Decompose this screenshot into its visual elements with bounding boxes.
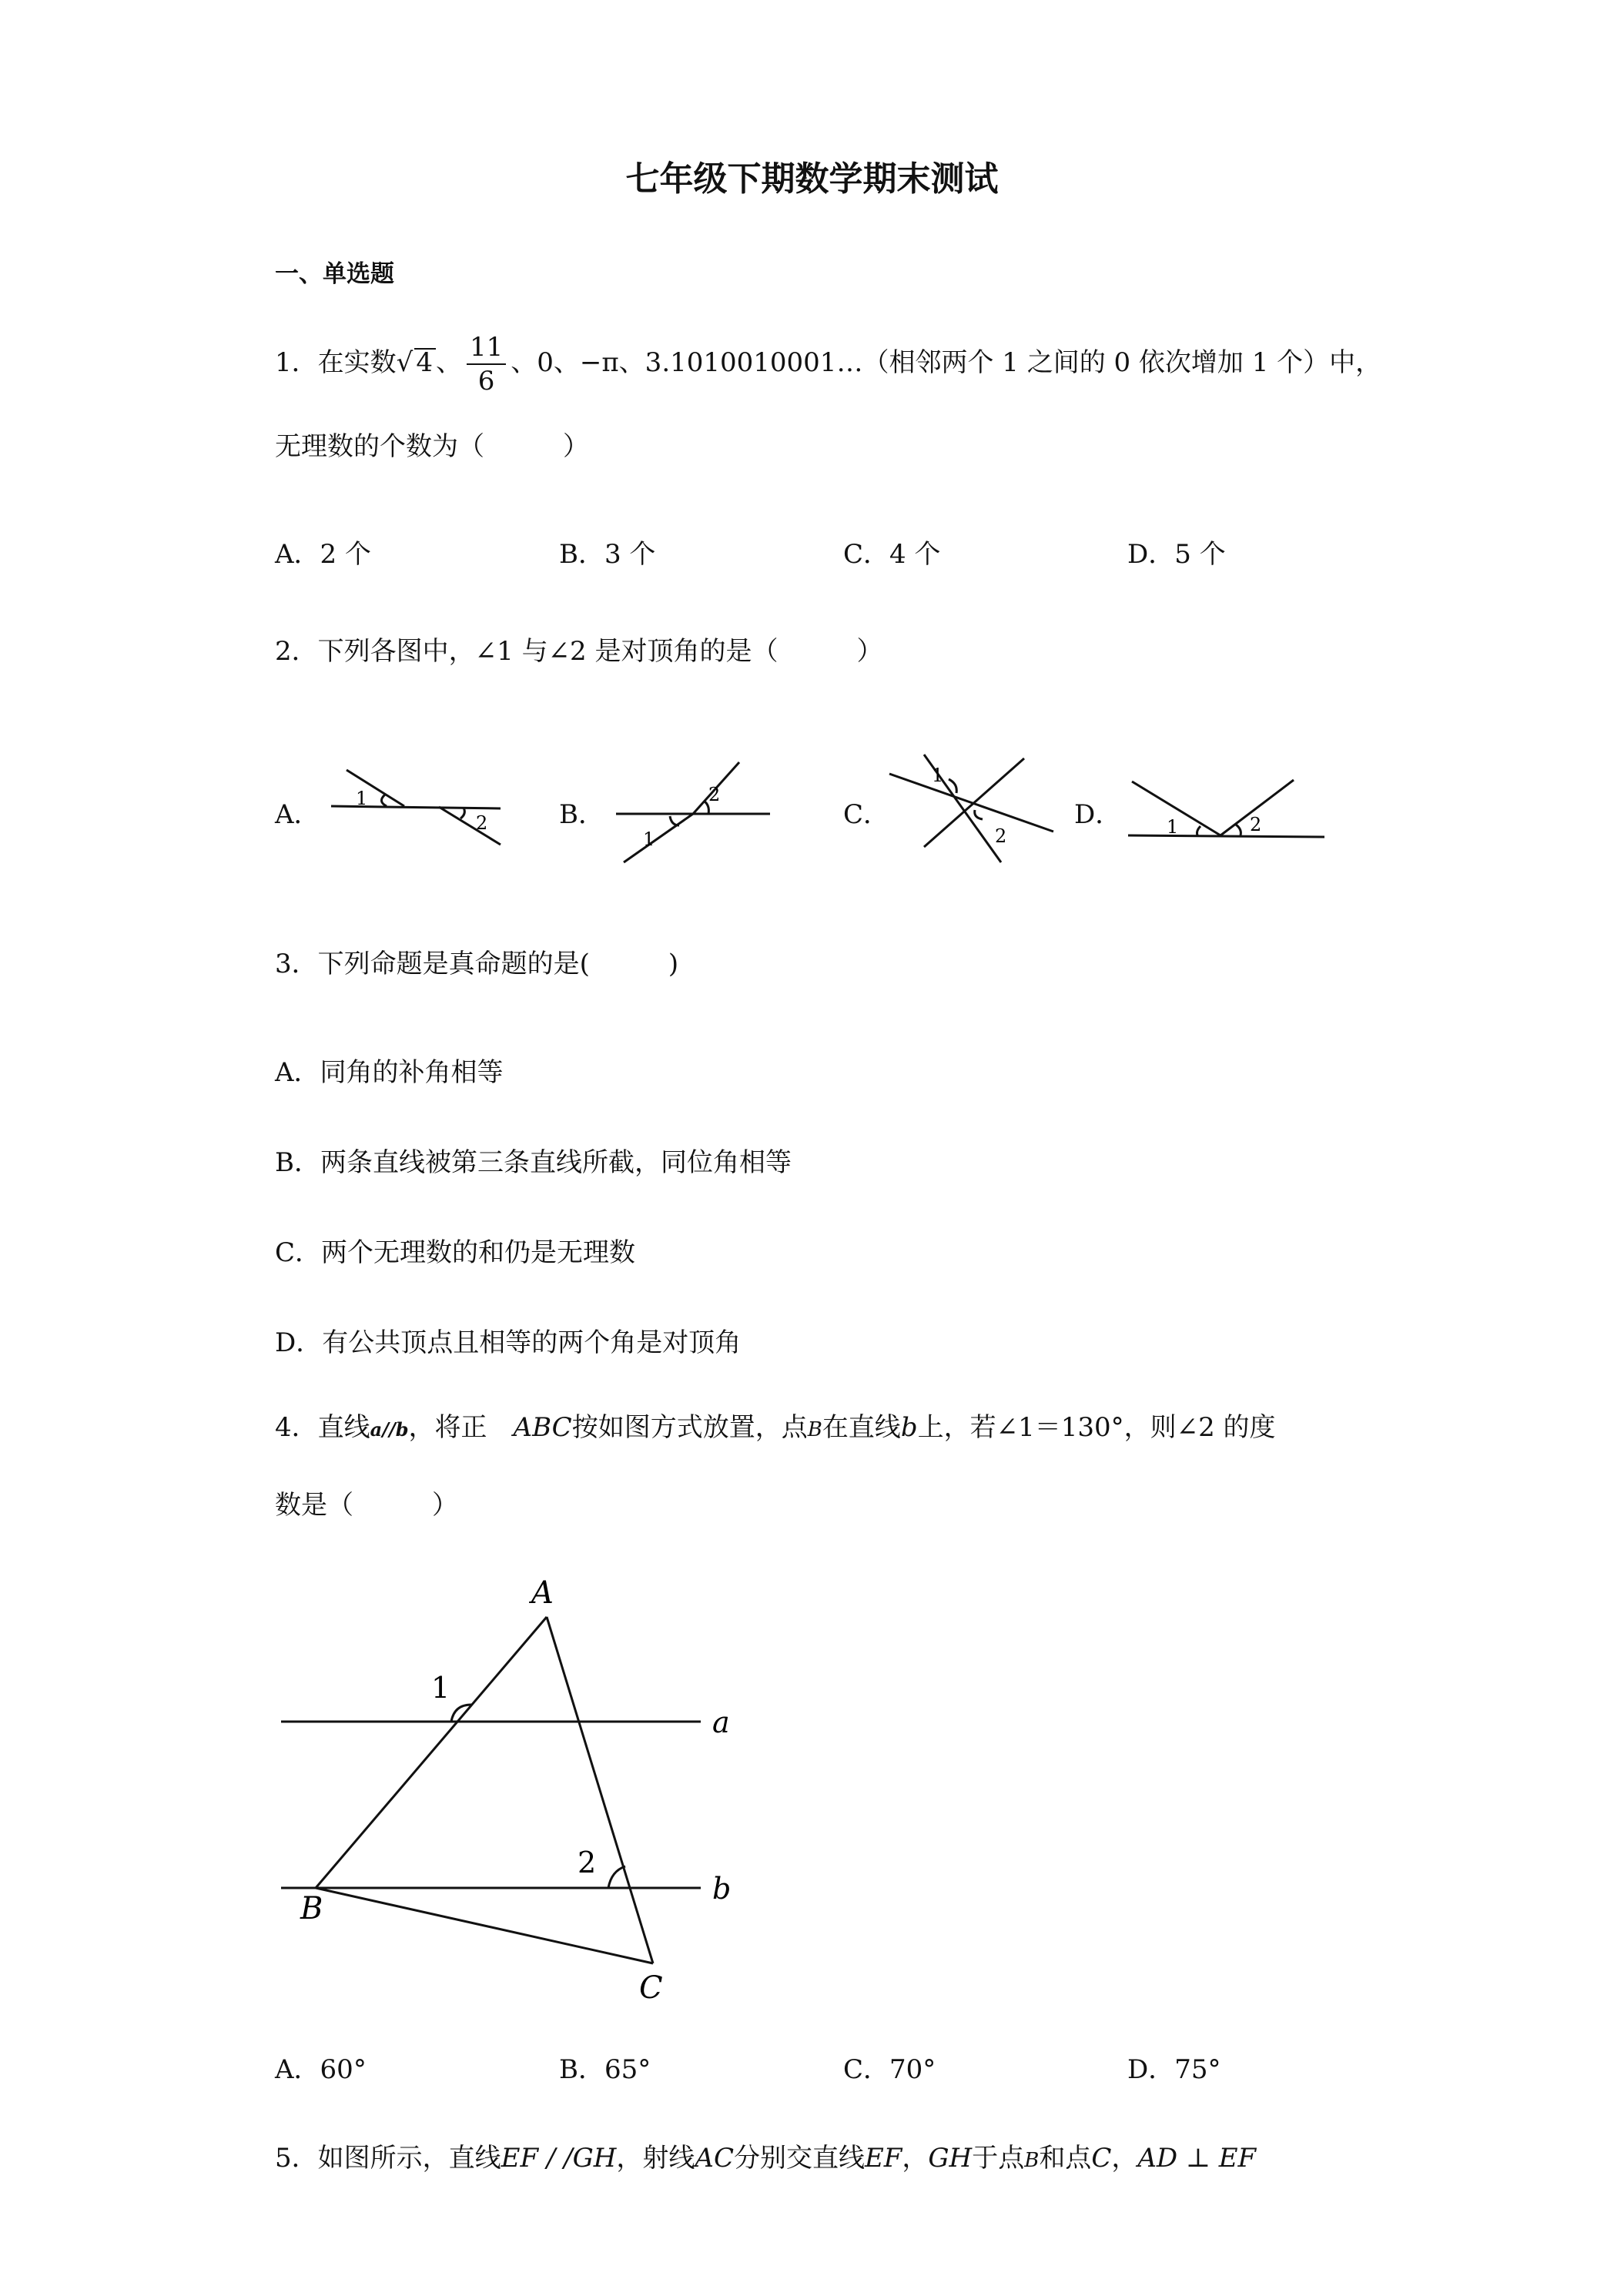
angle-figure-b bbox=[608, 755, 778, 870]
option-c: C．两个无理数的和仍是无理数 bbox=[275, 1237, 636, 1268]
question-text: 下列命题是真命题的是( ) bbox=[317, 949, 679, 979]
angle-figure-d bbox=[1120, 766, 1328, 851]
angle-figure-a bbox=[323, 758, 516, 858]
question-text: 直线 bbox=[317, 1412, 370, 1443]
angle-label-1: 1 bbox=[643, 828, 655, 850]
question-text: 于点 bbox=[972, 2143, 1025, 2174]
question-1-line-2: 无理数的个数为（ ） bbox=[275, 431, 589, 462]
triangle-figure bbox=[270, 1571, 762, 2002]
question-3 bbox=[275, 949, 678, 979]
section-heading: 一、单选题 bbox=[275, 260, 394, 288]
math-line: EF bbox=[864, 2143, 902, 2174]
option-a: A．同角的补角相等 bbox=[275, 1057, 504, 1088]
question-text: 如图所示，直线 bbox=[317, 2143, 501, 2174]
side-bc bbox=[316, 1888, 653, 1963]
separator: 、 bbox=[435, 347, 462, 378]
angle-label-1: 1 bbox=[932, 765, 944, 786]
question-2 bbox=[275, 636, 883, 667]
question-text: ， bbox=[1111, 2143, 1138, 2174]
math-ray: AC bbox=[695, 2143, 734, 2174]
question-text: 、0、−π、3.1010010001…（相邻两个 1 之间的 0 依次增加 1 个）中， bbox=[511, 347, 1382, 378]
angle-label-2: 2 bbox=[708, 784, 721, 805]
question-1-line-1 bbox=[275, 331, 1381, 397]
math-parallel: a//b bbox=[370, 1418, 409, 1441]
side-ab bbox=[316, 1617, 547, 1888]
line-b-label: b bbox=[712, 1872, 732, 1906]
figure-label-b: B． bbox=[559, 799, 604, 830]
option-c: C．4 个 bbox=[843, 539, 941, 570]
option-b: B．3 个 bbox=[559, 539, 656, 570]
question-text: 上，若∠1＝130°，则∠2 的度 bbox=[917, 1412, 1276, 1443]
math-point: B bbox=[1024, 2149, 1040, 2172]
math-perpendicular: AD ⊥ EF bbox=[1137, 2143, 1257, 2174]
math-point: C bbox=[1091, 2143, 1112, 2174]
question-text: 下列各图中，∠1 与∠2 是对顶角的是（ ） bbox=[317, 636, 883, 667]
option-b: B．65° bbox=[559, 2054, 651, 2085]
figure-label-d: D． bbox=[1074, 799, 1122, 830]
question-5-line-1 bbox=[275, 2143, 1256, 2176]
sqrt-argument: 4 bbox=[414, 348, 436, 376]
page-title: 七年级下期数学期末测试 bbox=[625, 159, 999, 199]
math-point: B bbox=[807, 1418, 822, 1441]
option-a: A．60° bbox=[275, 2054, 367, 2085]
angle-label-2: 2 bbox=[995, 825, 1007, 847]
vertex-a-label: A bbox=[531, 1575, 554, 1611]
fraction-numerator: 11 bbox=[467, 331, 506, 365]
line-a-label: a bbox=[712, 1705, 730, 1739]
fraction-denominator: 6 bbox=[477, 366, 495, 397]
question-4-line-2: 数是（ ） bbox=[275, 1490, 458, 1521]
option-b: B．两条直线被第三条直线所截，同位角相等 bbox=[275, 1147, 792, 1178]
question-text: ， bbox=[902, 2143, 929, 2174]
question-text: ，将正 bbox=[408, 1412, 514, 1443]
math-line: b bbox=[900, 1412, 918, 1443]
question-number: 5． bbox=[275, 2143, 318, 2174]
question-text: ，射线 bbox=[616, 2143, 695, 2174]
figure-label-c: C． bbox=[843, 799, 890, 830]
angle-label-2: 2 bbox=[1250, 814, 1262, 835]
option-c: C．70° bbox=[843, 2054, 936, 2085]
math-parallel: EF / /GH bbox=[501, 2143, 617, 2174]
angle-label-2: 2 bbox=[476, 812, 488, 834]
figure-label-a: A． bbox=[275, 799, 320, 830]
math-line: GH bbox=[928, 2143, 973, 2174]
math-triangle: ABC bbox=[513, 1412, 572, 1443]
question-number: 1． bbox=[275, 347, 318, 378]
angle-label-1: 1 bbox=[1167, 816, 1179, 838]
question-number: 4． bbox=[275, 1412, 318, 1443]
question-text: 按如图方式放置，点 bbox=[571, 1412, 808, 1443]
question-number: 3． bbox=[275, 949, 318, 979]
sqrt-symbol: √ bbox=[396, 347, 414, 378]
option-d: D．5 个 bbox=[1127, 539, 1226, 570]
option-a: A．2 个 bbox=[275, 539, 371, 570]
angle-figure-c bbox=[886, 747, 1063, 870]
option-d: D．75° bbox=[1127, 2054, 1221, 2085]
question-text: 分别交直线 bbox=[733, 2143, 865, 2174]
option-d: D．有公共顶点且相等的两个角是对顶角 bbox=[275, 1327, 742, 1358]
angle-arc-2 bbox=[608, 1866, 625, 1888]
question-text: 和点 bbox=[1039, 2143, 1092, 2174]
angle-2-label: 2 bbox=[578, 1846, 597, 1879]
question-4-line-1 bbox=[275, 1412, 1276, 1445]
question-text: 在实数 bbox=[317, 347, 397, 378]
question-text: 在直线 bbox=[822, 1412, 901, 1443]
fraction bbox=[467, 331, 506, 397]
vertex-c-label: C bbox=[639, 1970, 663, 2002]
angle-1-label: 1 bbox=[431, 1671, 450, 1705]
question-number: 2． bbox=[275, 636, 318, 667]
vertex-b-label: B bbox=[300, 1891, 323, 1926]
side-ac bbox=[547, 1617, 653, 1963]
angle-label-1: 1 bbox=[356, 788, 368, 809]
